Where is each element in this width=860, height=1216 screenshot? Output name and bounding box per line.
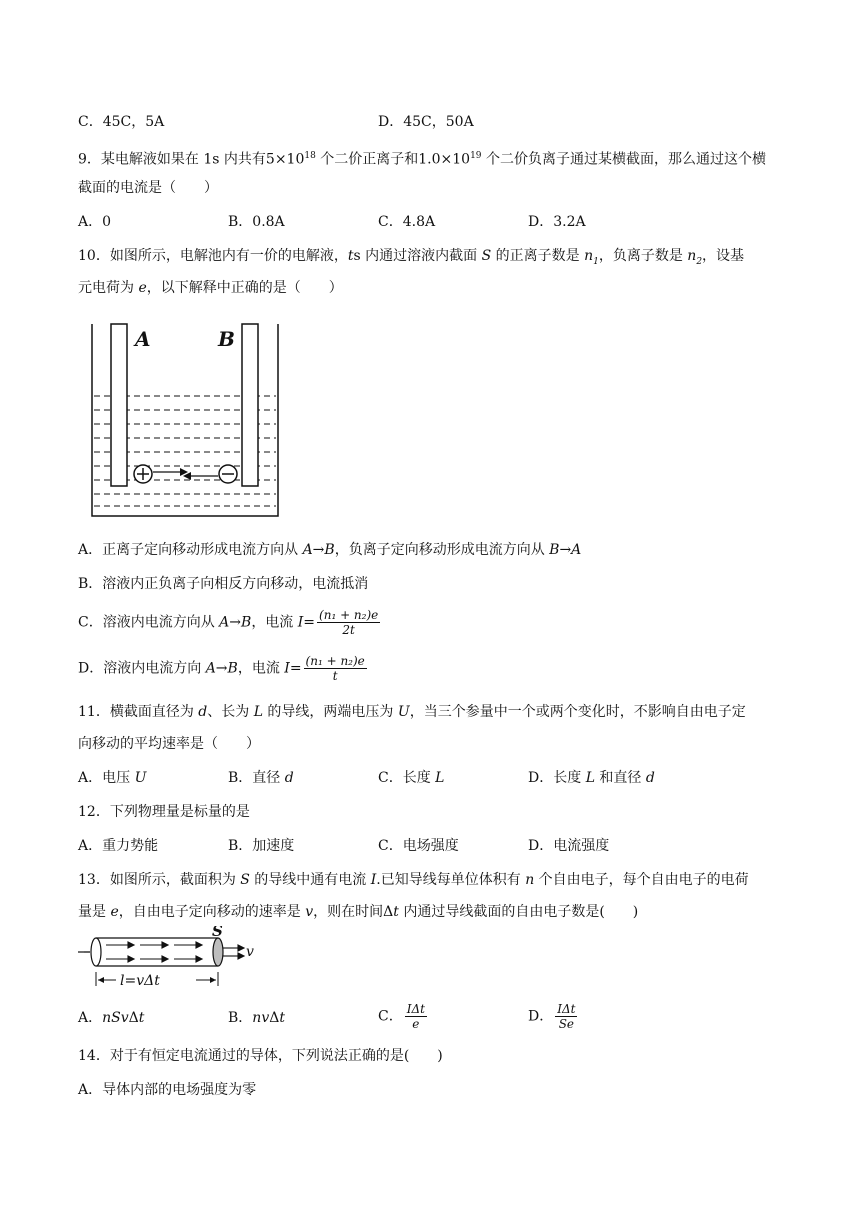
q13-option-d: D． $\frac{\text{IΔt}}{Se}$ bbox=[528, 1002, 576, 1031]
q12-stem: 12．下列物理量是标量的是 bbox=[78, 804, 250, 820]
wire-cross-section bbox=[213, 938, 223, 966]
electrode-a-label: A bbox=[135, 327, 151, 351]
q10-option-c-fraction: $\frac{\text{(n₁ + n₂)e}}{2t}$ bbox=[319, 608, 379, 637]
q13-option-b: B．nvΔt bbox=[228, 1010, 285, 1026]
q13-option-c-fraction: $\frac{\text{IΔt}}{e}$ bbox=[406, 1002, 425, 1031]
negative-ion-icon bbox=[219, 465, 237, 483]
q10-option-d-fraction: $\frac{\text{(n₁ + n₂)e}}{t}$ bbox=[305, 654, 365, 683]
q11-stem-line1: 11．横截面直径为 d、长为 L 的导线，两端电压为 U，当三个参量中一个或两个变化时，不影响自由电子定 bbox=[78, 704, 746, 720]
q11-option-d: D．长度 L 和直径 d bbox=[528, 770, 655, 786]
positive-ion-icon bbox=[134, 465, 152, 483]
wire-figure bbox=[78, 926, 268, 988]
q12-option-c: C．电场强度 bbox=[378, 838, 459, 854]
q9-option-c: C．4.8A bbox=[378, 214, 436, 230]
wire-left-end bbox=[91, 938, 101, 966]
q10-option-b: B．溶液内正负离子向相反方向移动，电流抵消 bbox=[78, 576, 369, 592]
q13-stem-line2: 量是 e，自由电子定向移动的速率是 v，则在时间Δt 内通过导线截面的自由电子数是( ) bbox=[78, 904, 639, 920]
q11-option-a: A．电压 U bbox=[78, 770, 147, 786]
q13-option-c: C． $\frac{\text{IΔt}}{e}$ bbox=[378, 1002, 425, 1031]
q11-option-c: C．长度 L bbox=[378, 770, 445, 786]
wire-v-label: v bbox=[246, 944, 254, 960]
electrode-b bbox=[242, 324, 258, 486]
q10-option-c: C．溶液内电流方向从 A→B，电流 I= $\frac{\text{(n₁ + n₂)e}}{2t}$ bbox=[78, 608, 379, 637]
q13-stem-line1: 13．如图所示，截面积为 S 的导线中通有电流 I.已知导线每单位体积有 n 个自由电子，每个自由电子的电荷 bbox=[78, 872, 749, 888]
wire-s-label: S bbox=[212, 926, 223, 940]
electrolytic-cell-figure bbox=[88, 320, 288, 520]
q10-stem-line1: 10．如图所示，电解池内有一价的电解液，ts 内通过溶液内截面 S 的正离子数是 $n_1$，负离子数是 $n_2$，设基 bbox=[78, 248, 745, 267]
electrode-b-label: B bbox=[218, 327, 235, 351]
q10-option-d: D．溶液内电流方向 A→B，电流 I= $\frac{\text{(n₁ + n₂)e}}{t}$ bbox=[78, 654, 365, 683]
q9-option-b: B．0.8A bbox=[228, 214, 285, 230]
q11-stem-line2: 向移动的平均速率是（ ） bbox=[78, 736, 260, 752]
q10-stem-line2: 元电荷为 e，以下解释中正确的是（ ） bbox=[78, 280, 343, 296]
q14-stem: 14．对于有恒定电流通过的导体，下列说法正确的是( ) bbox=[78, 1048, 443, 1064]
q12-option-d: D．电流强度 bbox=[528, 838, 610, 854]
q11-option-b: B．直径 d bbox=[228, 770, 294, 786]
q9-option-d: D．3.2A bbox=[528, 214, 586, 230]
wire-length-label: l=vΔt bbox=[120, 973, 160, 988]
q9-stem-line1: 9．某电解液如果在 1s 内共有$5\times 10^{18}$ 个二价正离子和$1.0\times 10^{19}$ 个二价负离子通过某横截面，那么通过这个横 bbox=[78, 151, 766, 168]
q13-option-a: A．nSvΔt bbox=[78, 1010, 145, 1026]
q8-option-c: C．45C，5A bbox=[78, 114, 165, 130]
q9-stem-line2: 截面的电流是（ ） bbox=[78, 180, 218, 196]
q8-option-d: D．45C，50A bbox=[378, 114, 474, 130]
q13-option-d-fraction: $\frac{\text{IΔt}}{Se}$ bbox=[557, 1002, 576, 1031]
q12-option-a: A．重力势能 bbox=[78, 838, 159, 854]
electrode-a bbox=[111, 324, 127, 486]
q12-option-b: B．加速度 bbox=[228, 838, 295, 854]
q14-option-a: A．导体内部的电场强度为零 bbox=[78, 1082, 257, 1098]
q10-option-a: A．正离子定向移动形成电流方向从 A→B，负离子定向移动形成电流方向从 B→A bbox=[78, 542, 582, 558]
q9-option-a: A．0 bbox=[78, 214, 112, 230]
